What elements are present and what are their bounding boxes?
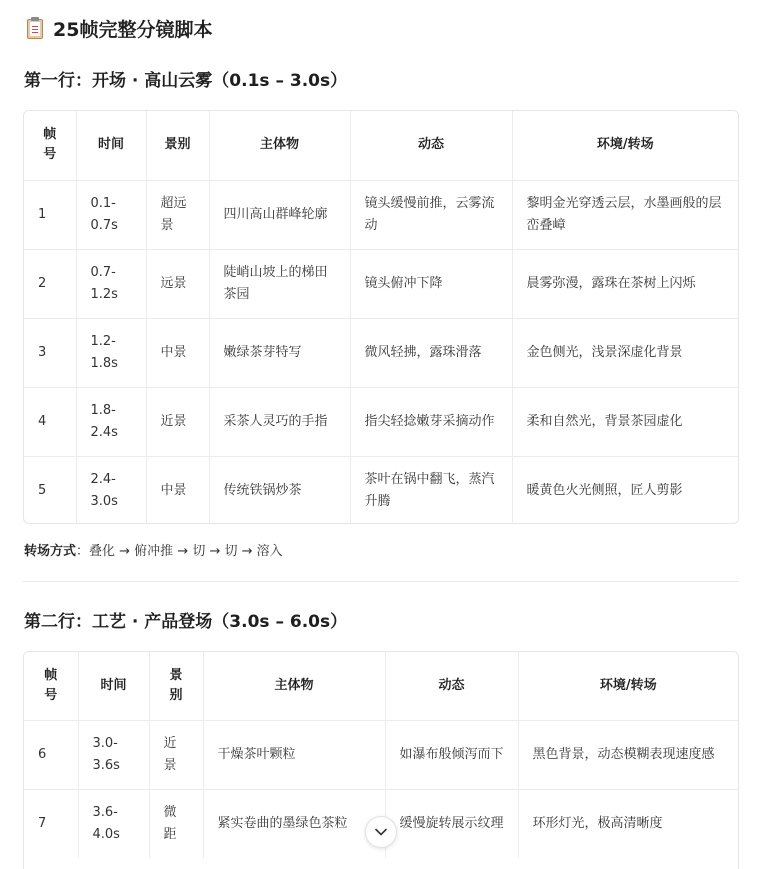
cell-motion: 如瀑布般倾泻而下 — [385, 720, 518, 789]
table-row — [24, 456, 738, 524]
doc-title — [26, 14, 212, 42]
cell-environment: 黎明金光穿透云层，水墨画般的层峦叠嶂 — [512, 180, 738, 249]
cell-subject: 四川高山群峰轮廓 — [209, 180, 350, 249]
cell-time: 0.1-0.7s — [76, 180, 146, 249]
transition-sequence: ：叠化 → 俯冲推 → 切 → 切 → 溶入 — [76, 544, 283, 559]
transition-label: 转场方式 — [24, 544, 77, 559]
transition-methods — [24, 540, 283, 559]
cell-shot-size: 近景 — [146, 387, 209, 456]
cell-time: 3.0-3.6s — [78, 720, 149, 789]
cell-environment: 暖黄色火光侧照，匠人剪影 — [526, 482, 683, 498]
cell-shot-size: 中景 — [146, 456, 209, 524]
header-shot-size: 景别 — [146, 111, 209, 180]
cell-motion: 茶叶在锅中翻飞，蒸汽升腾 — [350, 456, 512, 524]
cell-time: 2.4-3.0s — [76, 456, 146, 524]
section-divider — [23, 581, 739, 582]
cell-subject: 紧实卷曲的墨绿色茶粒 — [203, 789, 385, 858]
cell-environment: 金色侧光，浅景深虚化背景 — [512, 318, 738, 387]
cell-subject: 嫩绿茶芽特写 — [209, 318, 350, 387]
scroll-down-button[interactable] — [365, 816, 397, 848]
header-motion: 动态 — [385, 652, 518, 720]
table-row — [24, 180, 738, 249]
cell-motion: 镜头俯冲下降 — [350, 249, 512, 318]
table-row — [24, 387, 738, 456]
cell-subject: 陡峭山坡上的梯田茶园 — [209, 249, 350, 318]
table-header-row — [24, 111, 738, 180]
cell-environment: 晨雾弥漫，露珠在茶树上闪烁 — [512, 249, 738, 318]
header-time: 时间 — [76, 111, 146, 180]
cell-frame-no: 6 — [24, 720, 78, 789]
table-row — [24, 318, 738, 387]
cell-shot-size: 微距 — [149, 789, 203, 858]
cell-environment: 柔和自然光，背景茶园虚化 — [512, 387, 738, 456]
header-environment: 环境/转场 — [518, 652, 738, 720]
cell-time: 0.7-1.2s — [76, 249, 146, 318]
cell-frame-no: 2 — [24, 249, 76, 318]
cell-frame-no: 1 — [24, 180, 76, 249]
table-header-row — [24, 652, 738, 720]
cell-frame-no: 5 — [24, 456, 76, 524]
cell-motion: 指尖轻捻嫩芽采摘动作 — [350, 387, 512, 456]
clipboard-icon — [26, 17, 44, 39]
header-frame-no: 帧号 — [24, 652, 78, 720]
header-shot-size: 景别 — [149, 652, 203, 720]
header-frame-no: 帧号 — [24, 111, 76, 180]
cell-time: 1.8-2.4s — [76, 387, 146, 456]
cell-time: 3.6-4.0s — [78, 789, 149, 858]
table-row — [24, 720, 738, 789]
cell-motion: 缓慢旋转展示纹理 — [385, 789, 518, 858]
header-environment: 环境/转场 — [512, 111, 738, 180]
cell-frame-no: 4 — [24, 387, 76, 456]
cell-shot-size: 超远景 — [146, 180, 209, 249]
cell-motion: 镜头缓慢前推，云雾流动 — [350, 180, 512, 249]
cell-subject: 采茶人灵巧的手指 — [209, 387, 350, 456]
cell-time: 1.2-1.8s — [76, 318, 146, 387]
cell-frame-no: 7 — [24, 789, 78, 858]
cell-frame-no: 3 — [24, 318, 76, 387]
section1-table — [23, 110, 739, 524]
cell-environment: 环形灯光，极高清晰度 — [532, 815, 663, 831]
header-subject: 主体物 — [209, 111, 350, 180]
cell-environment: 黑色背景，动态模糊表现速度感 — [518, 720, 738, 789]
cell-motion: 微风轻拂，露珠滑落 — [350, 318, 512, 387]
cell-subject: 传统铁锅炒茶 — [209, 456, 350, 524]
table-row — [24, 249, 738, 318]
doc-title-text: 25帧完整分镜脚本 — [53, 18, 213, 41]
section1-title: 第一行：开场 · 高山云雾（0.1s – 3.0s） — [24, 71, 348, 91]
header-time: 时间 — [78, 652, 149, 720]
header-motion: 动态 — [350, 111, 512, 180]
cell-shot-size: 中景 — [146, 318, 209, 387]
header-subject: 主体物 — [203, 652, 385, 720]
cell-shot-size: 远景 — [146, 249, 209, 318]
cell-shot-size: 近景 — [149, 720, 203, 789]
chevron-down-icon — [374, 825, 388, 839]
section2-title: 第二行：工艺 · 产品登场（3.0s – 6.0s） — [24, 612, 348, 632]
cell-subject: 干燥茶叶颗粒 — [203, 720, 385, 789]
